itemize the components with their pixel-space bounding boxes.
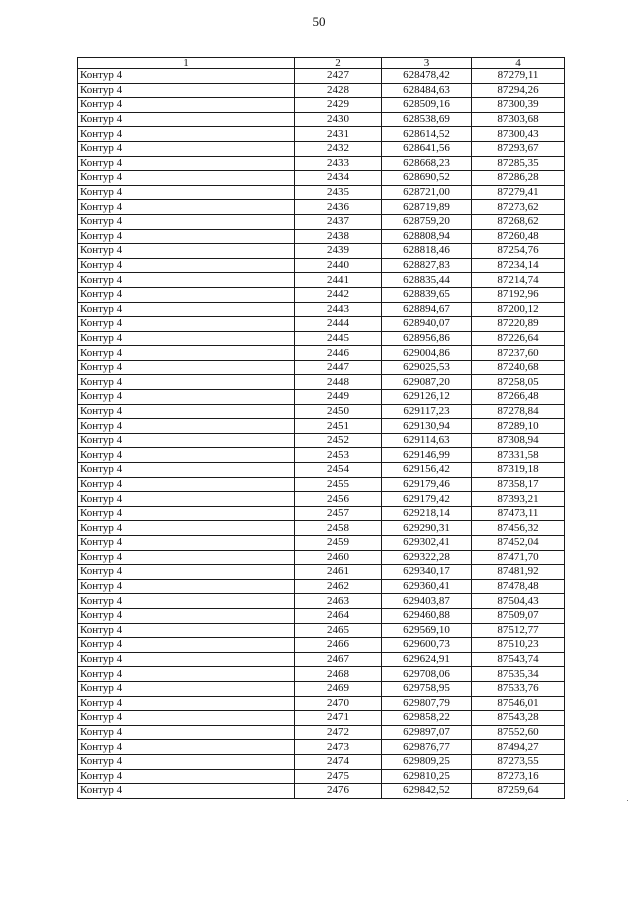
y-coordinate-cell: 87494,27	[472, 740, 565, 755]
point-number-cell: 2442	[295, 287, 382, 302]
table-row	[78, 244, 565, 259]
contour-name-cell: Контур 4	[78, 156, 295, 171]
point-number-cell: 2457	[295, 506, 382, 521]
column-header-2: 2	[295, 58, 382, 69]
x-coordinate-cell: 629600,73	[382, 638, 472, 653]
point-number-cell: 2447	[295, 360, 382, 375]
table-row	[78, 346, 565, 361]
y-coordinate-cell: 87512,77	[472, 623, 565, 638]
y-coordinate-cell: 87533,76	[472, 681, 565, 696]
y-coordinate-cell: 87234,14	[472, 258, 565, 273]
x-coordinate-cell: 628538,69	[382, 112, 472, 127]
table-row	[78, 463, 565, 478]
y-coordinate-cell: 87240,68	[472, 360, 565, 375]
y-coordinate-cell: 87226,64	[472, 331, 565, 346]
x-coordinate-cell: 629569,10	[382, 623, 472, 638]
x-coordinate-cell: 629114,63	[382, 433, 472, 448]
point-number-cell: 2452	[295, 433, 382, 448]
contour-name-cell: Контур 4	[78, 681, 295, 696]
x-coordinate-cell: 629117,23	[382, 404, 472, 419]
contour-name-cell: Контур 4	[78, 521, 295, 536]
table-row	[78, 69, 565, 84]
table-row	[78, 579, 565, 594]
y-coordinate-cell: 87308,94	[472, 433, 565, 448]
table-row	[78, 98, 565, 113]
y-coordinate-cell: 87303,68	[472, 112, 565, 127]
contour-name-cell: Контур 4	[78, 725, 295, 740]
point-number-cell: 2469	[295, 681, 382, 696]
contour-name-cell: Контур 4	[78, 506, 295, 521]
table-row	[78, 594, 565, 609]
contour-name-cell: Контур 4	[78, 331, 295, 346]
table-row	[78, 667, 565, 682]
point-number-cell: 2435	[295, 185, 382, 200]
y-coordinate-cell: 87279,11	[472, 69, 565, 84]
point-number-cell: 2450	[295, 404, 382, 419]
y-coordinate-cell: 87478,48	[472, 579, 565, 594]
contour-name-cell: Контур 4	[78, 127, 295, 142]
x-coordinate-cell: 629025,53	[382, 360, 472, 375]
point-number-cell: 2455	[295, 477, 382, 492]
x-coordinate-cell: 628759,20	[382, 214, 472, 229]
point-number-cell: 2446	[295, 346, 382, 361]
x-coordinate-cell: 629146,99	[382, 448, 472, 463]
point-number-cell: 2472	[295, 725, 382, 740]
y-coordinate-cell: 87471,70	[472, 550, 565, 565]
contour-name-cell: Контур 4	[78, 214, 295, 229]
x-coordinate-cell: 629126,12	[382, 390, 472, 405]
table-row	[78, 141, 565, 156]
y-coordinate-cell: 87254,76	[472, 244, 565, 259]
table-row	[78, 258, 565, 273]
x-coordinate-cell: 629179,46	[382, 477, 472, 492]
point-number-cell: 2463	[295, 594, 382, 609]
contour-name-cell: Контур 4	[78, 463, 295, 478]
table-row	[78, 711, 565, 726]
y-coordinate-cell: 87481,92	[472, 565, 565, 580]
x-coordinate-cell: 629897,07	[382, 725, 472, 740]
point-number-cell: 2433	[295, 156, 382, 171]
contour-name-cell: Контур 4	[78, 141, 295, 156]
table-row	[78, 740, 565, 755]
contour-name-cell: Контур 4	[78, 594, 295, 609]
table-row	[78, 623, 565, 638]
x-coordinate-cell: 628509,16	[382, 98, 472, 113]
contour-name-cell: Контур 4	[78, 492, 295, 507]
column-header-4: 4	[472, 58, 565, 69]
table-row	[78, 273, 565, 288]
contour-name-cell: Контур 4	[78, 754, 295, 769]
table-header-row	[78, 58, 565, 69]
table-row	[78, 448, 565, 463]
table-body	[78, 69, 565, 799]
x-coordinate-cell: 629624,91	[382, 652, 472, 667]
coordinates-table	[77, 57, 565, 799]
y-coordinate-cell: 87279,41	[472, 185, 565, 200]
y-coordinate-cell: 87300,43	[472, 127, 565, 142]
y-coordinate-cell: 87473,11	[472, 506, 565, 521]
x-coordinate-cell: 628478,42	[382, 69, 472, 84]
table-row	[78, 171, 565, 186]
point-number-cell: 2439	[295, 244, 382, 259]
table-row	[78, 769, 565, 784]
contour-name-cell: Контур 4	[78, 346, 295, 361]
x-coordinate-cell: 629302,41	[382, 536, 472, 551]
table-row	[78, 287, 565, 302]
table-row	[78, 638, 565, 653]
contour-name-cell: Контур 4	[78, 565, 295, 580]
y-coordinate-cell: 87273,55	[472, 754, 565, 769]
x-coordinate-cell: 629810,25	[382, 769, 472, 784]
table-row	[78, 404, 565, 419]
x-coordinate-cell: 629004,86	[382, 346, 472, 361]
x-coordinate-cell: 629130,94	[382, 419, 472, 434]
contour-name-cell: Контур 4	[78, 433, 295, 448]
y-coordinate-cell: 87258,05	[472, 375, 565, 390]
y-coordinate-cell: 87543,74	[472, 652, 565, 667]
contour-name-cell: Контур 4	[78, 579, 295, 594]
y-coordinate-cell: 87285,35	[472, 156, 565, 171]
x-coordinate-cell: 629360,41	[382, 579, 472, 594]
y-coordinate-cell: 87300,39	[472, 98, 565, 113]
table-row	[78, 696, 565, 711]
contour-name-cell: Контур 4	[78, 112, 295, 127]
x-coordinate-cell: 628721,00	[382, 185, 472, 200]
point-number-cell: 2466	[295, 638, 382, 653]
x-coordinate-cell: 628956,86	[382, 331, 472, 346]
contour-name-cell: Контур 4	[78, 171, 295, 186]
point-number-cell: 2427	[295, 69, 382, 84]
x-coordinate-cell: 628940,07	[382, 317, 472, 332]
y-coordinate-cell: 87273,16	[472, 769, 565, 784]
column-header-3: 3	[382, 58, 472, 69]
contour-name-cell: Контур 4	[78, 696, 295, 711]
contour-name-cell: Контур 4	[78, 419, 295, 434]
contour-name-cell: Контур 4	[78, 623, 295, 638]
y-coordinate-cell: 87546,01	[472, 696, 565, 711]
contour-name-cell: Контур 4	[78, 273, 295, 288]
x-coordinate-cell: 629809,25	[382, 754, 472, 769]
x-coordinate-cell: 629087,20	[382, 375, 472, 390]
table-row	[78, 608, 565, 623]
y-coordinate-cell: 87331,58	[472, 448, 565, 463]
x-coordinate-cell: 628614,52	[382, 127, 472, 142]
y-coordinate-cell: 87543,28	[472, 711, 565, 726]
point-number-cell: 2434	[295, 171, 382, 186]
table-row	[78, 112, 565, 127]
x-coordinate-cell: 629807,79	[382, 696, 472, 711]
x-coordinate-cell: 629322,28	[382, 550, 472, 565]
table-row	[78, 536, 565, 551]
table-row	[78, 550, 565, 565]
point-number-cell: 2456	[295, 492, 382, 507]
y-coordinate-cell: 87200,12	[472, 302, 565, 317]
x-coordinate-cell: 628641,56	[382, 141, 472, 156]
x-coordinate-cell: 629758,95	[382, 681, 472, 696]
point-number-cell: 2428	[295, 83, 382, 98]
y-coordinate-cell: 87214,74	[472, 273, 565, 288]
contour-name-cell: Контур 4	[78, 448, 295, 463]
x-coordinate-cell: 629218,14	[382, 506, 472, 521]
contour-name-cell: Контур 4	[78, 608, 295, 623]
column-header-1: 1	[78, 58, 295, 69]
contour-name-cell: Контур 4	[78, 185, 295, 200]
point-number-cell: 2462	[295, 579, 382, 594]
table-row	[78, 754, 565, 769]
x-coordinate-cell: 628827,83	[382, 258, 472, 273]
y-coordinate-cell: 87192,96	[472, 287, 565, 302]
contour-name-cell: Контур 4	[78, 404, 295, 419]
point-number-cell: 2437	[295, 214, 382, 229]
table-row	[78, 390, 565, 405]
contour-name-cell: Контур 4	[78, 244, 295, 259]
contour-name-cell: Контур 4	[78, 69, 295, 84]
contour-name-cell: Контур 4	[78, 638, 295, 653]
y-coordinate-cell: 87220,89	[472, 317, 565, 332]
table-row	[78, 433, 565, 448]
y-coordinate-cell: 87504,43	[472, 594, 565, 609]
contour-name-cell: Контур 4	[78, 302, 295, 317]
point-number-cell: 2453	[295, 448, 382, 463]
contour-name-cell: Контур 4	[78, 83, 295, 98]
point-number-cell: 2449	[295, 390, 382, 405]
contour-name-cell: Контур 4	[78, 536, 295, 551]
point-number-cell: 2458	[295, 521, 382, 536]
y-coordinate-cell: 87266,48	[472, 390, 565, 405]
table-row	[78, 331, 565, 346]
point-number-cell: 2430	[295, 112, 382, 127]
point-number-cell: 2467	[295, 652, 382, 667]
contour-name-cell: Контур 4	[78, 477, 295, 492]
point-number-cell: 2441	[295, 273, 382, 288]
y-coordinate-cell: 87268,62	[472, 214, 565, 229]
contour-name-cell: Контур 4	[78, 769, 295, 784]
contour-name-cell: Контур 4	[78, 258, 295, 273]
table-row	[78, 200, 565, 215]
x-coordinate-cell: 629876,77	[382, 740, 472, 755]
point-number-cell: 2432	[295, 141, 382, 156]
contour-name-cell: Контур 4	[78, 375, 295, 390]
scan-speck	[627, 800, 628, 801]
y-coordinate-cell: 87278,84	[472, 404, 565, 419]
x-coordinate-cell: 628839,65	[382, 287, 472, 302]
table-row	[78, 229, 565, 244]
y-coordinate-cell: 87273,62	[472, 200, 565, 215]
table-row	[78, 681, 565, 696]
point-number-cell: 2460	[295, 550, 382, 565]
contour-name-cell: Контур 4	[78, 200, 295, 215]
point-number-cell: 2470	[295, 696, 382, 711]
x-coordinate-cell: 628484,63	[382, 83, 472, 98]
point-number-cell: 2471	[295, 711, 382, 726]
x-coordinate-cell: 629290,31	[382, 521, 472, 536]
table-row	[78, 419, 565, 434]
x-coordinate-cell: 629403,87	[382, 594, 472, 609]
table-row	[78, 83, 565, 98]
table-row	[78, 302, 565, 317]
point-number-cell: 2473	[295, 740, 382, 755]
y-coordinate-cell: 87452,04	[472, 536, 565, 551]
x-coordinate-cell: 628894,67	[382, 302, 472, 317]
x-coordinate-cell: 629708,06	[382, 667, 472, 682]
point-number-cell: 2451	[295, 419, 382, 434]
contour-name-cell: Контур 4	[78, 229, 295, 244]
table-row	[78, 652, 565, 667]
y-coordinate-cell: 87293,67	[472, 141, 565, 156]
y-coordinate-cell: 87289,10	[472, 419, 565, 434]
y-coordinate-cell: 87237,60	[472, 346, 565, 361]
point-number-cell: 2465	[295, 623, 382, 638]
table-row	[78, 185, 565, 200]
table-row	[78, 506, 565, 521]
point-number-cell: 2448	[295, 375, 382, 390]
x-coordinate-cell: 629858,22	[382, 711, 472, 726]
table-row	[78, 375, 565, 390]
contour-name-cell: Контур 4	[78, 550, 295, 565]
point-number-cell: 2454	[295, 463, 382, 478]
x-coordinate-cell: 629156,42	[382, 463, 472, 478]
point-number-cell: 2468	[295, 667, 382, 682]
point-number-cell: 2459	[295, 536, 382, 551]
point-number-cell: 2431	[295, 127, 382, 142]
point-number-cell: 2464	[295, 608, 382, 623]
y-coordinate-cell: 87393,21	[472, 492, 565, 507]
table-row	[78, 317, 565, 332]
y-coordinate-cell: 87286,28	[472, 171, 565, 186]
x-coordinate-cell: 629179,42	[382, 492, 472, 507]
point-number-cell: 2436	[295, 200, 382, 215]
y-coordinate-cell: 87535,34	[472, 667, 565, 682]
table-row	[78, 565, 565, 580]
y-coordinate-cell: 87358,17	[472, 477, 565, 492]
y-coordinate-cell: 87509,07	[472, 608, 565, 623]
point-number-cell: 2475	[295, 769, 382, 784]
y-coordinate-cell: 87456,32	[472, 521, 565, 536]
x-coordinate-cell: 629842,52	[382, 784, 472, 799]
x-coordinate-cell: 628808,94	[382, 229, 472, 244]
x-coordinate-cell: 628835,44	[382, 273, 472, 288]
contour-name-cell: Контур 4	[78, 360, 295, 375]
y-coordinate-cell: 87510,23	[472, 638, 565, 653]
point-number-cell: 2474	[295, 754, 382, 769]
point-number-cell: 2440	[295, 258, 382, 273]
x-coordinate-cell: 628719,89	[382, 200, 472, 215]
contour-name-cell: Контур 4	[78, 317, 295, 332]
contour-name-cell: Контур 4	[78, 667, 295, 682]
point-number-cell: 2444	[295, 317, 382, 332]
y-coordinate-cell: 87260,48	[472, 229, 565, 244]
contour-name-cell: Контур 4	[78, 711, 295, 726]
x-coordinate-cell: 628818,46	[382, 244, 472, 259]
point-number-cell: 2476	[295, 784, 382, 799]
table-row	[78, 492, 565, 507]
contour-name-cell: Контур 4	[78, 652, 295, 667]
table-row	[78, 725, 565, 740]
table-row	[78, 360, 565, 375]
y-coordinate-cell: 87319,18	[472, 463, 565, 478]
y-coordinate-cell: 87552,60	[472, 725, 565, 740]
x-coordinate-cell: 629340,17	[382, 565, 472, 580]
contour-name-cell: Контур 4	[78, 390, 295, 405]
y-coordinate-cell: 87259,64	[472, 784, 565, 799]
table-row	[78, 477, 565, 492]
x-coordinate-cell: 629460,88	[382, 608, 472, 623]
point-number-cell: 2438	[295, 229, 382, 244]
table-row	[78, 214, 565, 229]
contour-name-cell: Контур 4	[78, 98, 295, 113]
point-number-cell: 2461	[295, 565, 382, 580]
table-row	[78, 521, 565, 536]
table-row	[78, 127, 565, 142]
point-number-cell: 2445	[295, 331, 382, 346]
x-coordinate-cell: 628690,52	[382, 171, 472, 186]
x-coordinate-cell: 628668,23	[382, 156, 472, 171]
contour-name-cell: Контур 4	[78, 740, 295, 755]
point-number-cell: 2429	[295, 98, 382, 113]
point-number-cell: 2443	[295, 302, 382, 317]
page-number: 50	[312, 14, 326, 29]
contour-name-cell: Контур 4	[78, 784, 295, 799]
y-coordinate-cell: 87294,26	[472, 83, 565, 98]
table-row	[78, 156, 565, 171]
table-row	[78, 784, 565, 799]
contour-name-cell: Контур 4	[78, 287, 295, 302]
